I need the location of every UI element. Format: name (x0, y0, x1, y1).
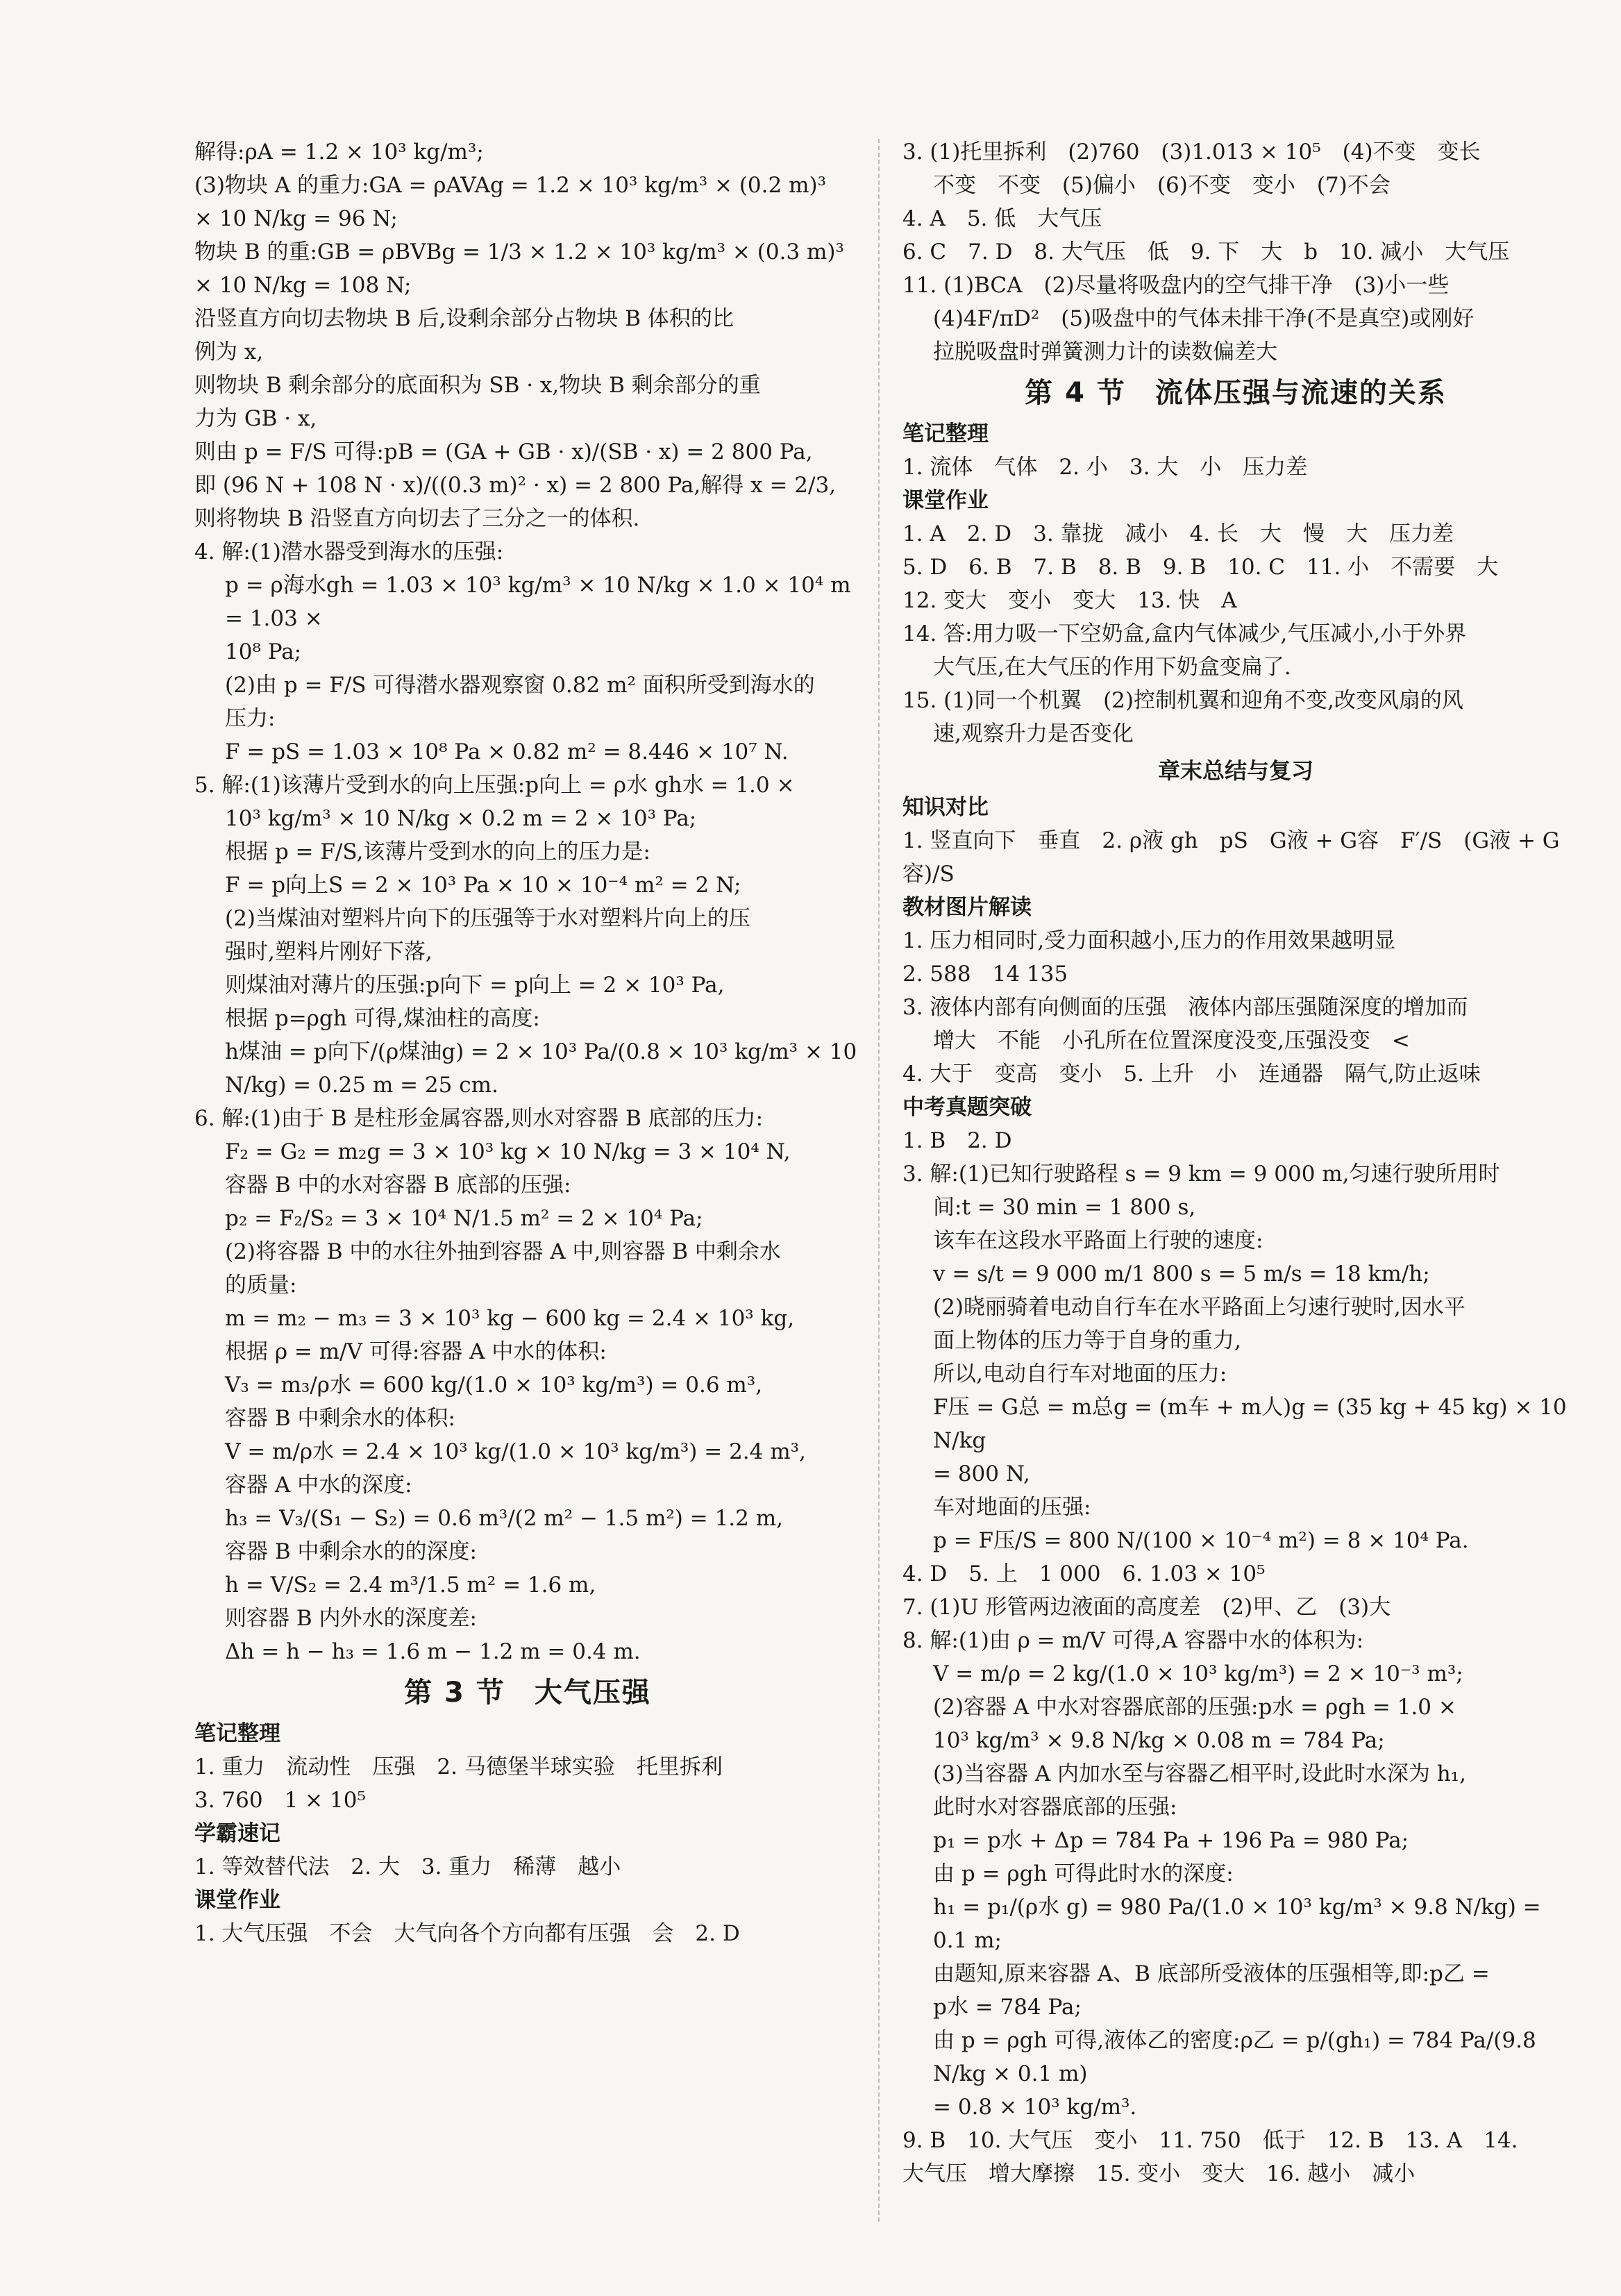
answer-line: 11. (1)BCA (2)尽量将吸盘内的空气排干净 (3)小一些 (902, 273, 1450, 298)
subsection-heading: 学霸速记 (194, 1821, 280, 1846)
subsection-heading: 笔记整理 (902, 421, 989, 446)
subsection-heading: 课堂作业 (902, 488, 989, 513)
answer-line: 此时水对容器底部的压强: (933, 1795, 1177, 1820)
answer-line: 则由 p = F/S 可得:pB = (GA + GB · x)/(SB · x) = 2 800 Pa, (194, 439, 813, 464)
answer-line: 3. 液体内部有向侧面的压强 液体内部压强随深度的增加而 (902, 995, 1468, 1020)
answer-line: 3. 解:(1)已知行驶路程 s = 9 km = 9 000 m,匀速行驶所用时 (902, 1162, 1500, 1187)
answer-line: 所以,电动自行车对地面的压力: (933, 1361, 1227, 1386)
answer-line: 解得:ρA = 1.2 × 10³ kg/m³; (194, 140, 484, 165)
answer-line: p = F压/S = 800 N/(100 × 10⁻⁴ m²) = 8 × 10⁴ Pa. (933, 1528, 1469, 1553)
answer-line: 1. 流体 气体 2. 小 3. 大 小 压力差 (902, 455, 1308, 480)
answer-line: (2)将容器 B 中的水往外抽到容器 A 中,则容器 B 中剩余水 (225, 1239, 781, 1264)
answer-line: (2)当煤油对塑料片向下的压强等于水对塑料片向上的压 (225, 906, 750, 931)
answer-line: 大气压 增大摩擦 15. 变小 变大 16. 越小 减小 (902, 2161, 1416, 2186)
answer-line: = 800 N, (933, 1461, 1030, 1486)
answer-line: 大气压,在大气压的作用下奶盒变扁了. (933, 655, 1291, 680)
subsection-heading: 知识对比 (902, 795, 989, 820)
answer-line: Δh = h − h₃ = 1.6 m − 1.2 m = 0.4 m. (225, 1639, 641, 1664)
answer-line: F = p向上S = 2 × 10³ Pa × 10 × 10⁻⁴ m² = 2 N; (225, 873, 741, 898)
answer-line: 压力: (225, 706, 276, 731)
answer-line: 6. 解:(1)由于 B 是柱形金属容器,则水对容器 B 底部的压力: (194, 1106, 764, 1131)
answer-line: 1. 竖直向下 垂直 2. ρ液 gh pS G液 + G容 F′/S (G液 + G容)/S (902, 828, 1560, 887)
answer-line: m = m₂ − m₃ = 3 × 10³ kg − 600 kg = 2.4 × 10³ kg, (225, 1306, 795, 1331)
answer-line: 容器 B 中的水对容器 B 底部的压强: (225, 1173, 571, 1198)
answer-line: 则煤油对薄片的压强:p向下 = p向上 = 2 × 10³ Pa, (225, 973, 725, 998)
answer-line: 例为 x, (194, 340, 264, 364)
answer-line: F压 = G总 = m总g = (m车 + m人)g = (35 kg + 45 kg) × 10 N/kg (933, 1395, 1574, 1453)
answer-line: 10³ kg/m³ × 10 N/kg × 0.2 m = 2 × 10³ Pa; (225, 806, 697, 831)
answer-line: p = ρ海水gh = 1.03 × 10³ kg/m³ × 10 N/kg × 1.0 × 10⁴ m = 1.03 × (225, 573, 858, 631)
answer-line: h煤油 = p向下/(ρ煤油g) = 2 × 10³ Pa/(0.8 × 10³ kg/m³ × 10 N/kg) = 0.25 m = 25 cm. (225, 1039, 864, 1098)
answer-line: 10⁸ Pa; (225, 639, 302, 664)
answer-line: v = s/t = 9 000 m/1 800 s = 5 m/s = 18 km/h; (933, 1262, 1430, 1287)
answer-line: 5. D 6. B 7. B 8. B 9. B 10. C 11. 小 不需要 大 (902, 555, 1499, 580)
section-title: 第 3 节 大气压强 (404, 1677, 651, 1709)
answer-line: 根据 ρ = m/V 可得:容器 A 中水的体积: (225, 1339, 607, 1364)
answer-line: 2. 588 14 135 (902, 962, 1068, 987)
subsection-heading: 笔记整理 (194, 1721, 280, 1746)
answer-line: 10³ kg/m³ × 9.8 N/kg × 0.08 m = 784 Pa; (933, 1728, 1385, 1753)
answer-line: h = V/S₂ = 2.4 m³/1.5 m² = 1.6 m, (225, 1573, 596, 1598)
answer-line: 9. B 10. 大气压 变小 11. 750 低于 12. B 13. A 14. (902, 2128, 1518, 2153)
answer-line: (2)由 p = F/S 可得潜水器观察窗 0.82 m² 面积所受到海水的 (225, 673, 815, 698)
answer-line: (2)晓丽骑着电动自行车在水平路面上匀速行驶时,因水平 (933, 1295, 1465, 1320)
answer-line: 容器 A 中水的深度: (225, 1473, 412, 1498)
answer-line: 1. 大气压强 不会 大气向各个方向都有压强 会 2. D (194, 1921, 740, 1946)
answer-line: 则物块 B 剩余部分的底面积为 SB · x,物块 B 剩余部分的重 (194, 373, 761, 398)
answer-line: 容器 B 中剩余水的体积: (225, 1406, 455, 1431)
answer-line: 不变 不变 (5)偏小 (6)不变 变小 (7)不会 (933, 173, 1391, 198)
answer-line: 的质量: (225, 1273, 297, 1298)
answer-line: 则将物块 B 沿竖直方向切去了三分之一的体积. (194, 506, 640, 531)
answer-line: 容器 B 中剩余水的的深度: (225, 1539, 477, 1564)
answer-line: p₂ = F₂/S₂ = 3 × 10⁴ N/1.5 m² = 2 × 10⁴ Pa; (225, 1206, 703, 1231)
answer-line: 沿竖直方向切去物块 B 后,设剩余部分占物块 B 体积的比 (194, 306, 734, 331)
answer-line: 速,观察升力是否变化 (933, 721, 1134, 746)
answer-line: × 10 N/kg = 96 N; (194, 206, 398, 231)
answer-line: 4. 大于 变高 变小 5. 上升 小 连通器 隔气,防止返味 (902, 1062, 1481, 1087)
subsection-heading: 教材图片解读 (902, 895, 1032, 920)
answer-line: 拉脱吸盘时弹簧测力计的读数偏差大 (933, 340, 1277, 364)
answer-line: F₂ = G₂ = m₂g = 3 × 10³ kg × 10 N/kg = 3 × 10⁴ N, (225, 1139, 791, 1164)
answer-line: 14. 答:用力吸一下空奶盒,盒内气体减少,气压减小,小于外界 (902, 621, 1467, 646)
answer-line: 8. 解:(1)由 ρ = m/V 可得,A 容器中水的体积为: (902, 1628, 1364, 1653)
answer-line: 力为 GB · x, (194, 406, 317, 431)
chapter-summary-title: 章末总结与复习 (1157, 757, 1313, 784)
answer-line: 1. B 2. D (902, 1128, 1012, 1153)
answer-line: 间:t = 30 min = 1 800 s, (933, 1195, 1196, 1220)
answer-line: 根据 p=ρgh 可得,煤油柱的高度: (225, 1006, 540, 1031)
answer-line: 强时,塑料片刚好下落, (225, 939, 432, 964)
answer-line: 则容器 B 内外水的深度差: (225, 1606, 477, 1631)
left-column (194, 135, 864, 1950)
right-column (902, 135, 1574, 2190)
answer-line: 15. (1)同一个机翼 (2)控制机翼和迎角不变,改变风扇的风 (902, 688, 1463, 713)
answer-line: (3)当容器 A 内加水至与容器乙相平时,设此时水深为 h₁, (933, 1761, 1466, 1786)
answer-line: 面上物体的压力等于自身的重力, (933, 1328, 1241, 1353)
subsection-heading: 课堂作业 (194, 1888, 280, 1913)
answer-line: F = pS = 1.03 × 10⁸ Pa × 0.82 m² = 8.446 × 10⁷ N. (225, 739, 789, 764)
answer-line: 12. 变大 变小 变大 13. 快 A (902, 588, 1237, 613)
answer-line: 7. (1)U 形管两边液面的高度差 (2)甲、乙 (3)大 (902, 1595, 1391, 1620)
answer-line: 1. A 2. D 3. 靠拢 减小 4. 长 大 慢 大 压力差 (902, 521, 1454, 546)
answer-line: 1. 压力相同时,受力面积越小,压力的作用效果越明显 (902, 928, 1396, 953)
answer-line: p₁ = p水 + Δp = 784 Pa + 196 Pa = 980 Pa; (933, 1828, 1409, 1853)
answer-line: = 0.8 × 10³ kg/m³. (933, 2095, 1137, 2120)
answer-line: 由题知,原来容器 A、B 底部所受液体的压强相等,即:p乙 = (933, 1961, 1490, 1986)
answer-line: p水 = 784 Pa; (933, 1995, 1082, 2020)
answer-line: 增大 不能 小孔所在位置深度没变,压强没变 < (933, 1028, 1410, 1053)
answer-line: 根据 p = F/S,该薄片受到水的向上的压力是: (225, 839, 650, 864)
answer-line: 5. 解:(1)该薄片受到水的向上压强:p向上 = ρ水 gh水 = 1.0 × (194, 773, 795, 798)
answer-line: 物块 B 的重:GB = ρBVBg = 1/3 × 1.2 × 10³ kg/m³ × (0.3 m)³ (194, 240, 844, 265)
section-title: 第 4 节 流体压强与流速的关系 (1025, 377, 1447, 409)
answer-line: V = m/ρ = 2 kg/(1.0 × 10³ kg/m³) = 2 × 10⁻³ m³; (933, 1661, 1463, 1686)
answer-line: 即 (96 N + 108 N · x)/((0.3 m)² · x) = 2 800 Pa,解得 x = 2/3, (194, 473, 837, 498)
answer-line: (2)容器 A 中水对容器底部的压强:p水 = ρgh = 1.0 × (933, 1695, 1456, 1720)
answer-line: 4. 解:(1)潜水器受到海水的压强: (194, 539, 504, 564)
answer-line: 4. D 5. 上 1 000 6. 1.03 × 10⁵ (902, 1561, 1266, 1586)
answer-line: 6. C 7. D 8. 大气压 低 9. 下 大 b 10. 减小 大气压 (902, 240, 1510, 265)
answer-line: h₃ = V₃/(S₁ − S₂) = 0.6 m³/(2 m² − 1.5 m²) = 1.2 m, (225, 1506, 783, 1531)
subsection-heading: 中考真题突破 (902, 1095, 1032, 1120)
answer-line: 4. A 5. 低 大气压 (902, 206, 1102, 231)
answer-line: 由 p = ρgh 可得此时水的深度: (933, 1861, 1234, 1886)
answer-line: 3. 760 1 × 10⁵ (194, 1788, 366, 1813)
answer-line: 由 p = ρgh 可得,液体乙的密度:ρ乙 = p/(gh₁) = 784 Pa/(9.8 N/kg × 0.1 m) (933, 2028, 1543, 2086)
answer-line: h₁ = p₁/(ρ水 g) = 980 Pa/(1.0 × 10³ kg/m³ × 9.8 N/kg) = 0.1 m; (933, 1895, 1548, 1953)
column-divider (878, 139, 880, 2222)
answer-line: 1. 等效替代法 2. 大 3. 重力 稀薄 越小 (194, 1854, 621, 1879)
answer-line: 3. (1)托里拆利 (2)760 (3)1.013 × 10⁵ (4)不变 变长 (902, 140, 1481, 165)
answer-line: V₃ = m₃/ρ水 = 600 kg/(1.0 × 10³ kg/m³) = 0.6 m³, (225, 1373, 763, 1398)
answer-line: 1. 重力 流动性 压强 2. 马德堡半球实验 托里拆利 (194, 1754, 723, 1779)
answer-line: 该车在这段水平路面上行驶的速度: (933, 1228, 1263, 1253)
answer-line: (4)4F/πD² (5)吸盘中的气体未排干净(不是真空)或刚好 (933, 306, 1475, 331)
answer-line: 车对地面的压强: (933, 1495, 1091, 1520)
answer-line: V = m/ρ水 = 2.4 × 10³ kg/(1.0 × 10³ kg/m³) = 2.4 m³, (225, 1439, 806, 1464)
answer-line: × 10 N/kg = 108 N; (194, 273, 412, 298)
answer-line: (3)物块 A 的重力:GA = ρAVAg = 1.2 × 10³ kg/m³ × (0.2 m)³ (194, 173, 827, 198)
